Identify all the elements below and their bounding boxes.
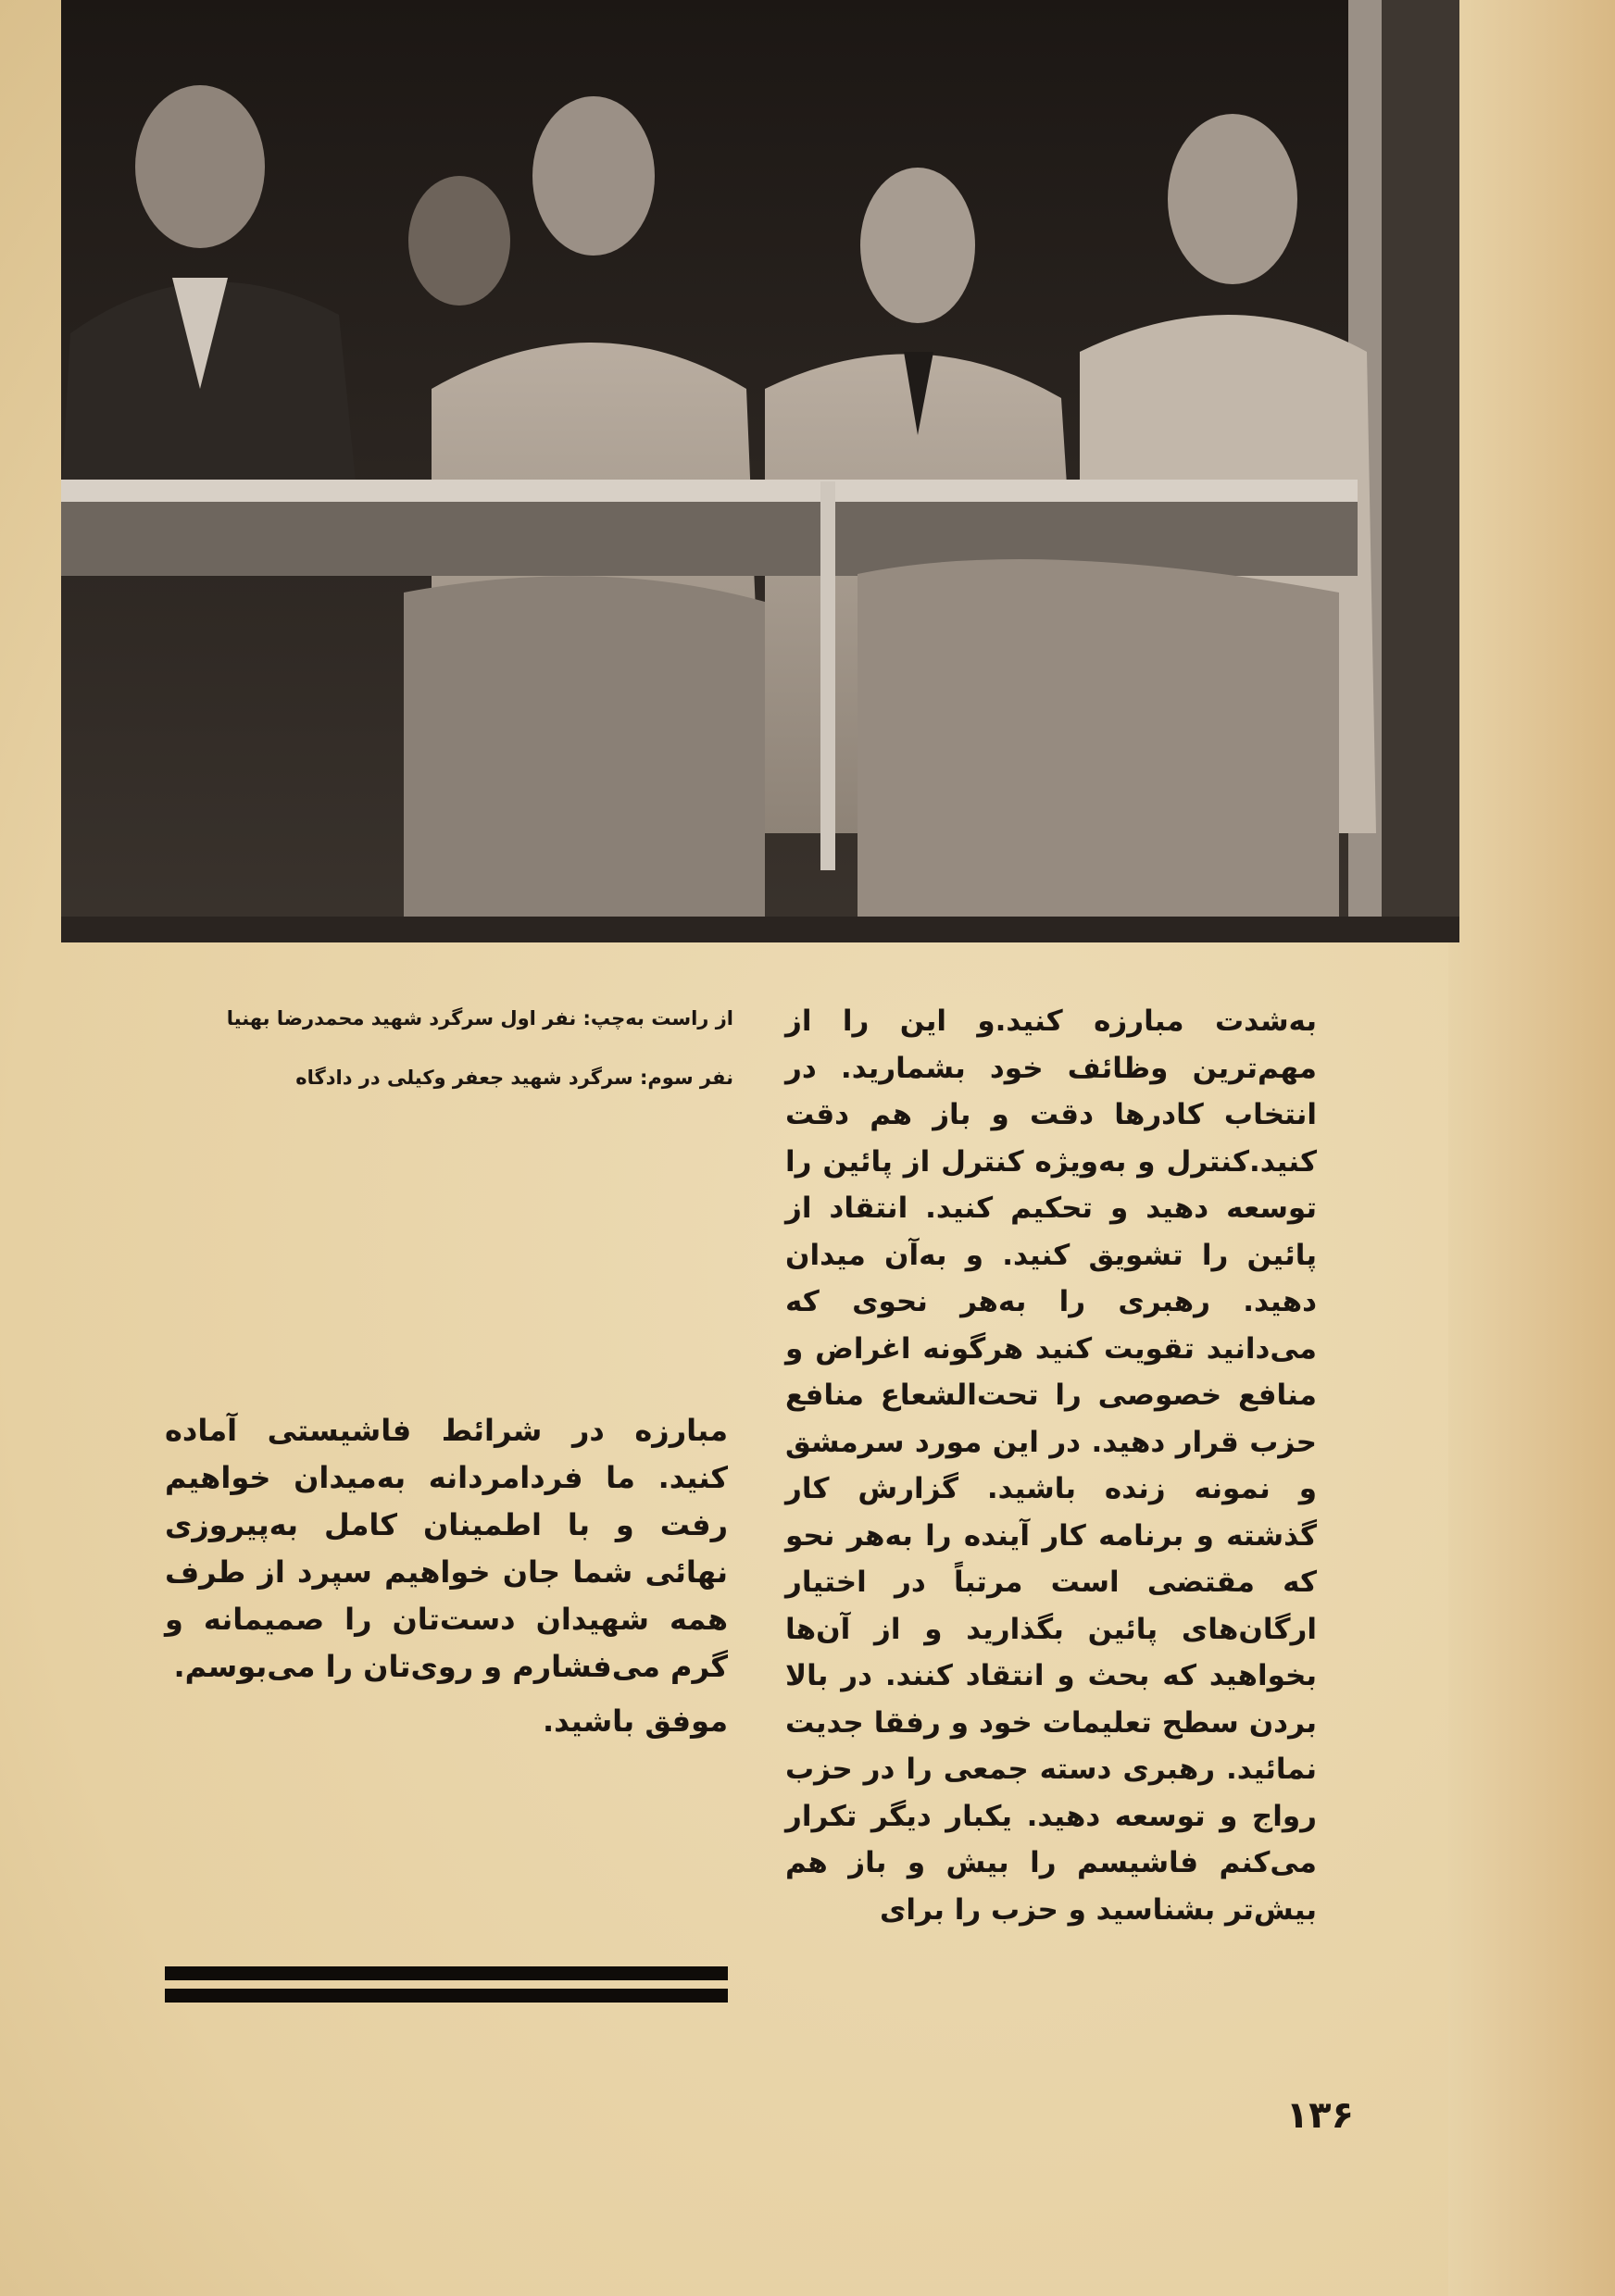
- divider-rule-bottom: [165, 1989, 728, 2003]
- photo-caption-line1: از راست به‌چپ: نفر اول سرگرد شهید محمدرضا بهنیا: [226, 1007, 733, 1029]
- closing-text: [165, 1407, 728, 1745]
- page-edge: [1448, 0, 1615, 2296]
- closing-paragraph: مبارزه در شرائط فاشیستی آماده کنید. ما فردامردانه به‌میدان خواهیم رفت و با اطمینان کامل به‌پیروزی نهائی شما جان خواهیم سپرد از طرف همه شهیدان دست‌تان را صمیمانه و گرم می‌فشارم و روی‌تان را می‌بوسم.: [165, 1413, 728, 1684]
- main-body-text: [785, 998, 1317, 1933]
- courtroom-photo: [61, 0, 1459, 942]
- page-number: ۱۳۶: [1285, 2094, 1354, 2137]
- divider-rule-top: [165, 1966, 728, 1980]
- photo-caption-line2: نفر سوم: سرگرد شهید جعفر وکیلی در دادگاه: [295, 1067, 733, 1089]
- body-paragraph: به‌شدت مبارزه کنید.و این را از مهم‌ترین وظائف خود بشمارید. در انتخاب کادرها دقت و باز هم دقت کنید.کنترل و به‌ویژه کنترل از پائین را توسعه دهید و تحکیم کنید. انتقاد از پائین را تشویق کنید. و به‌آن میدان دهید. رهبری را به‌هر نحوی که می‌دانید تقویت کنید هرگونه اغراض و منافع خصوصی را تحت‌الشعاع منافع حزب قرار دهید. در این مورد سرمشق و نمونه زنده باشید. گزارش کار گذشته و برنامه کار آینده را به‌هر نحو که مقتضی است مرتباً در اختیار ارگان‌های پائین بگذارید و از آن‌ها بخواهید که بحث و انتقاد کنند. در بالا بردن سطح تعلیمات خود و رفقا جدیت نمائید. رهبری دسته جمعی را در حزب رواج و توسعه دهید. یکبار دیگر تکرار می‌کنم فاشیسم را بیش و باز هم بیش‌تر بشناسید و حزب را برای: [785, 1004, 1317, 1927]
- signoff: موفق باشید.: [542, 1703, 728, 1739]
